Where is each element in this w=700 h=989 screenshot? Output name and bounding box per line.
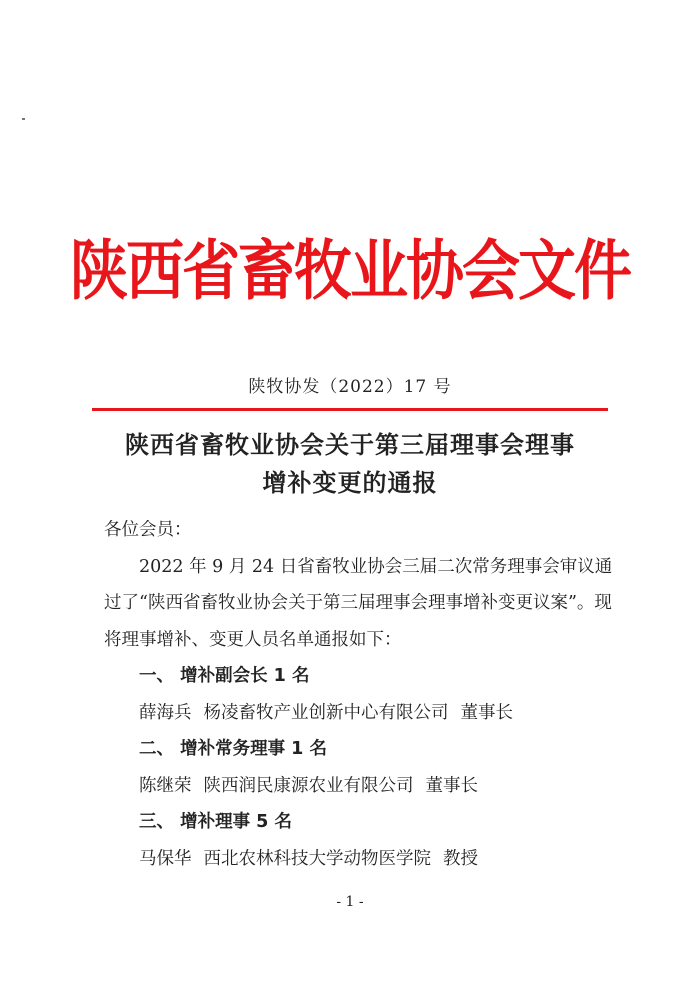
- title-line-1: 陕西省畜牧业协会关于第三届理事会理事: [125, 431, 575, 459]
- scan-mark: [22, 118, 25, 120]
- red-divider-line: [92, 408, 608, 411]
- section-heading: 一、 增补副会长 1 名: [139, 666, 310, 686]
- member-name: 马保华: [139, 848, 192, 869]
- document-title: [0, 426, 700, 502]
- member-entry: [104, 695, 614, 732]
- salutation: 各位会员：: [104, 520, 192, 540]
- member-entry: [104, 841, 614, 878]
- member-name: 薛海兵: [139, 702, 192, 723]
- org-header-title: 陕西省畜牧业协会文件: [69, 232, 630, 309]
- section-heading: 二、 增补常务理事 1 名: [139, 739, 327, 759]
- member-role: 董事长: [425, 775, 478, 796]
- member-org: 西北农林科技大学动物医学院: [203, 848, 431, 869]
- section-heading: 三、 增补理事 5 名: [139, 812, 292, 832]
- page-number: - 1 -: [336, 894, 364, 910]
- title-line-2: 增补变更的通报: [262, 469, 438, 497]
- document-body: [104, 512, 614, 877]
- member-name: 陈继荣: [139, 775, 192, 796]
- document-number: 陕牧协发（2022）17 号: [248, 377, 452, 397]
- member-entry: [104, 768, 614, 805]
- member-org: 杨凌畜牧产业创新中心有限公司: [203, 702, 449, 723]
- member-role: 教授: [443, 848, 478, 869]
- member-role: 董事长: [460, 702, 513, 723]
- member-org: 陕西润民康源农业有限公司: [203, 775, 414, 796]
- intro-paragraph: 2022 年 9 月 24 日省畜牧业协会三届二次常务理事会审议通过了“陕西省畜牧业协会关于第三届理事会理事增补变更议案”。现将理事增补、变更人员名单通报如下：: [104, 556, 613, 650]
